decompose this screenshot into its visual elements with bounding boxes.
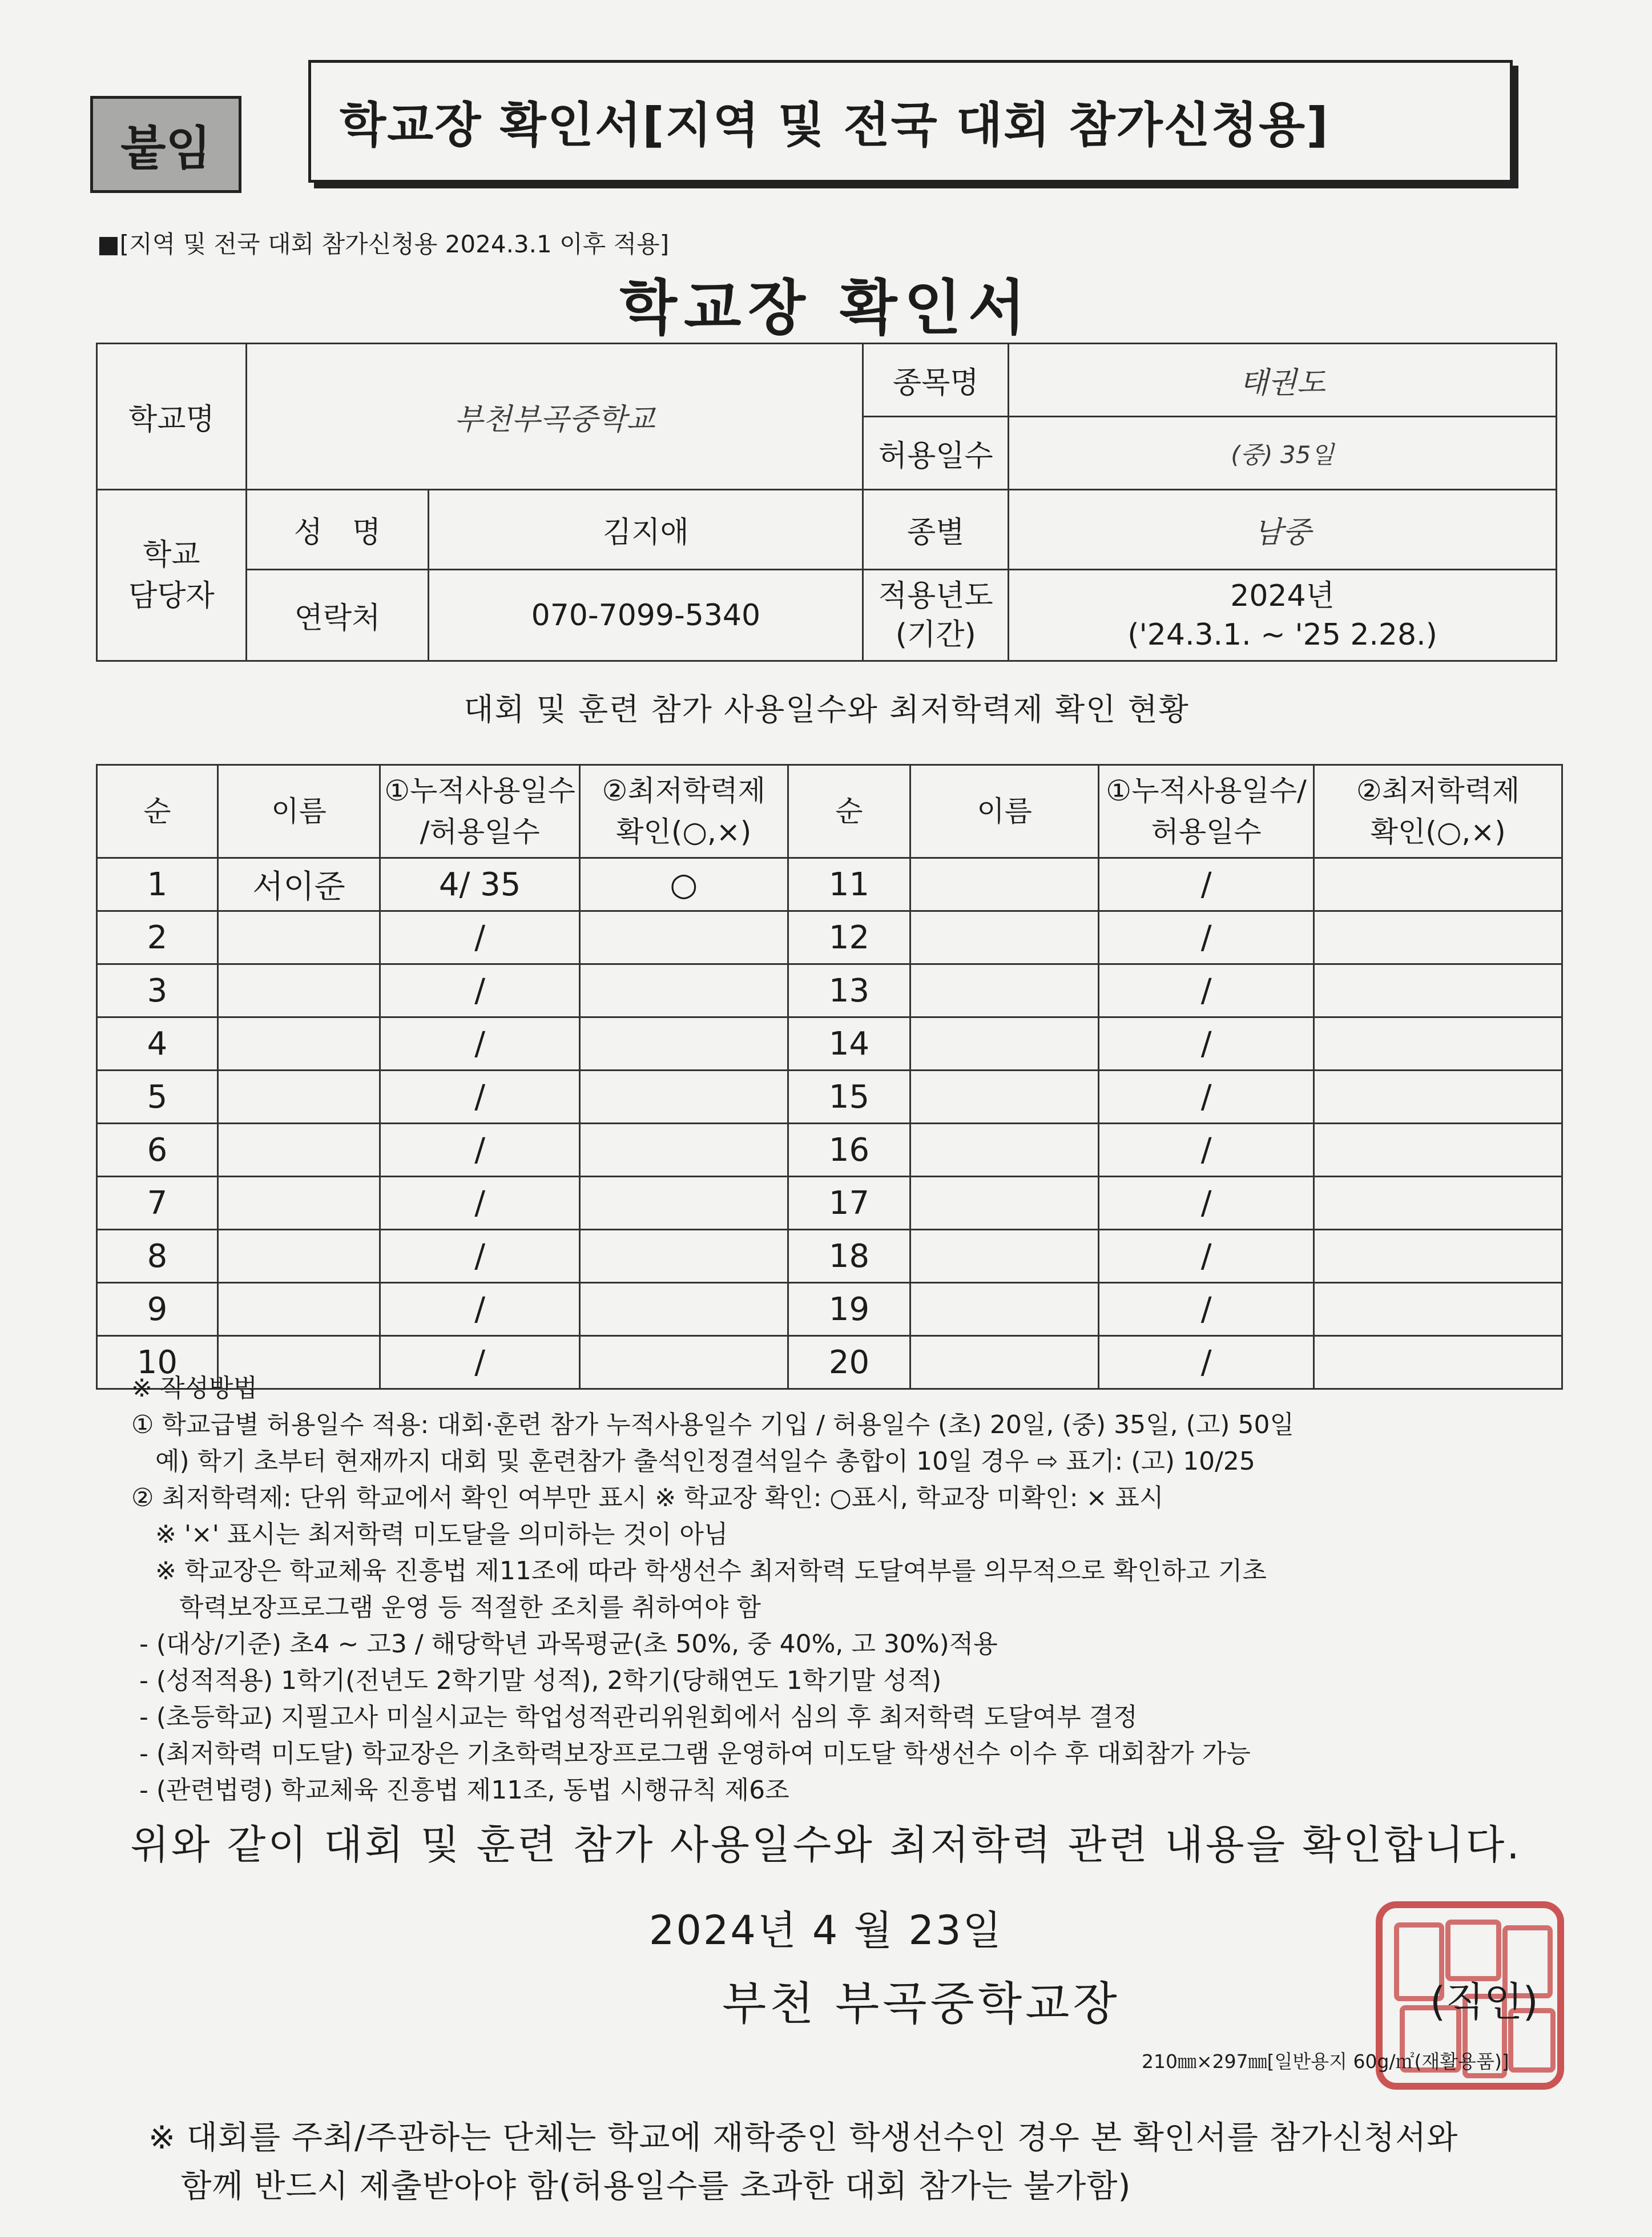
header-no-2: 순: [788, 765, 910, 858]
roster-cell-days2: /: [1098, 1336, 1314, 1389]
roster-cell-no: 5: [97, 1071, 218, 1124]
roster-cell-no2: 16: [788, 1124, 910, 1177]
roster-cell-check2: [1314, 1124, 1562, 1177]
roster-cell-check: [579, 1230, 788, 1283]
note-line: - (관련법령) 학교체육 진흥법 제11조, 동법 시행규칙 제6조: [131, 1776, 789, 1805]
header-name: 이름: [217, 765, 380, 858]
roster-cell-check: [579, 1124, 788, 1177]
table-row: [97, 1124, 1562, 1177]
roster-header-row: [97, 765, 1562, 858]
note-line: - (대상/기준) 초4 ~ 고3 / 해당학년 과목평균(초 50%, 중 40%, 고 30%)적용: [131, 1630, 998, 1659]
roster-cell-no2: 13: [788, 964, 910, 1017]
roster-cell-name: [217, 1124, 380, 1177]
roster-cell-name2: [910, 1017, 1099, 1071]
allowed-days-label: 허용일수: [863, 417, 1009, 490]
roster-cell-no: 3: [97, 964, 218, 1017]
roster-cell-check: [579, 1283, 788, 1336]
roster-cell-check: [579, 1336, 788, 1389]
roster-cell-name: [217, 1071, 380, 1124]
roster-cell-check: [579, 911, 788, 964]
roster-cell-days: /: [380, 1124, 580, 1177]
attachment-label: 붙임: [90, 96, 241, 193]
table-row: [97, 1177, 1562, 1230]
roster-cell-name2: [910, 964, 1099, 1017]
roster-cell-days: /: [380, 1230, 580, 1283]
roster-cell-check: [579, 1177, 788, 1230]
allowed-days-value: (중) 35일: [1009, 417, 1557, 490]
roster-cell-days: /: [380, 964, 580, 1017]
roster-cell-no: 4: [97, 1017, 218, 1071]
roster-cell-check2: [1314, 1230, 1562, 1283]
confirm-text: 위와 같이 대회 및 훈련 참가 사용일수와 최저학력 관련 내용을 확인합니다.: [130, 1821, 1522, 1868]
roster-cell-no2: 20: [788, 1336, 910, 1389]
roster-cell-no2: 18: [788, 1230, 910, 1283]
phone-value: 070-7099-5340: [429, 570, 863, 661]
school-name-label: 학교명: [97, 344, 247, 490]
roster-cell-name: [217, 1017, 380, 1071]
roster-cell-no2: 15: [788, 1071, 910, 1124]
roster-cell-check2: [1314, 911, 1562, 964]
roster-cell-name2: [910, 1124, 1099, 1177]
phone-label: 연락처: [246, 570, 429, 661]
note-line: ※ 작성방법: [131, 1374, 257, 1403]
table-row: [97, 911, 1562, 964]
table-row: [97, 1017, 1562, 1071]
roster-cell-name: [217, 911, 380, 964]
roster-cell-check2: [1314, 1017, 1562, 1071]
bottom-note-line: ※ 대회를 주최/주관하는 단체는 학교에 재학중인 학생선수인 경우 본 확인서를 참가신청서와: [148, 2119, 1458, 2156]
contact-person-label: 학교 담당자: [97, 490, 247, 661]
table-row: [97, 858, 1562, 911]
roster-cell-no: 10: [97, 1336, 218, 1389]
roster-cell-name: [217, 1283, 380, 1336]
year-label: 적용년도 (기간): [863, 570, 1009, 661]
roster-cell-name: [217, 1177, 380, 1230]
roster-cell-name2: [910, 1177, 1099, 1230]
note-line: ※ '×' 표시는 최저학력 미도달을 의미하는 것이 아님: [131, 1520, 728, 1549]
roster-cell-days: /: [380, 1283, 580, 1336]
issue-date: 2024년 4 월 23일: [648, 1907, 1004, 1954]
note-line: 학력보장프로그램 운영 등 적절한 조치를 취하여야 함: [131, 1593, 761, 1622]
roster-cell-no: 2: [97, 911, 218, 964]
roster-cell-check: [579, 964, 788, 1017]
year-value: 2024년 ('24.3.1. ~ '25 2.28.): [1009, 570, 1557, 661]
roster-cell-name2: [910, 1071, 1099, 1124]
category-label: 종별: [863, 490, 1009, 570]
roster-cell-name2: [910, 858, 1099, 911]
note-line: ② 최저학력제: 단위 학교에서 확인 여부만 표시 ※ 학교장 확인: ○표시, 학교장 미확인: × 표시: [131, 1483, 1164, 1512]
roster-cell-no2: 19: [788, 1283, 910, 1336]
roster-cell-name: [217, 1230, 380, 1283]
roster-cell-name2: [910, 1230, 1099, 1283]
roster-cell-days2: /: [1098, 1124, 1314, 1177]
bottom-note-line: 함께 반드시 제출받아야 함(허용일수를 초과한 대회 참가는 불가함): [148, 2168, 1131, 2205]
roster-cell-check2: [1314, 964, 1562, 1017]
roster-cell-days: 4/ 35: [380, 858, 580, 911]
roster-cell-no2: 14: [788, 1017, 910, 1071]
roster-table: [96, 764, 1563, 1390]
roster-cell-days: /: [380, 1177, 580, 1230]
roster-cell-name2: [910, 1283, 1099, 1336]
sub-note: ■[지역 및 전국 대회 참가신청용 2024.3.1 이후 적용]: [97, 230, 670, 258]
roster-cell-days2: /: [1098, 1230, 1314, 1283]
sport-label: 종목명: [863, 344, 1009, 417]
note-line: ① 학교급별 허용일수 적용: 대회·훈련 참가 누적사용일수 기입 / 허용일수 (초) 20일, (중) 35일, (고) 50일: [131, 1410, 1294, 1439]
roster-cell-no: 9: [97, 1283, 218, 1336]
roster-cell-name: [217, 964, 380, 1017]
category-value: 남중: [1009, 490, 1557, 570]
principal-name: 부천 부곡중학교장: [722, 1977, 1121, 2030]
roster-cell-check: [579, 1071, 788, 1124]
note-line: 예) 학기 초부터 현재까지 대회 및 훈련참가 출석인정결석일수 총합이 10일 경우 ⇨ 표기: (고) 10/25: [131, 1447, 1255, 1476]
roster-cell-check2: [1314, 1177, 1562, 1230]
header-days: ①누적사용일수 /허용일수: [380, 765, 580, 858]
roster-cell-days: /: [380, 911, 580, 964]
roster-cell-check2: [1314, 1283, 1562, 1336]
table-row: [97, 1283, 1562, 1336]
roster-cell-days: /: [380, 1071, 580, 1124]
sport-value: 태권도: [1009, 344, 1557, 417]
roster-cell-no: 7: [97, 1177, 218, 1230]
header-check-2: ②최저학력제 확인(○,×): [1314, 765, 1562, 858]
header-name-2: 이름: [910, 765, 1099, 858]
status-title: 대회 및 훈련 참가 사용일수와 최저학력제 확인 현황: [464, 691, 1190, 727]
roster-cell-name2: [910, 1336, 1099, 1389]
roster-cell-check: [579, 1017, 788, 1071]
roster-cell-no2: 11: [788, 858, 910, 911]
header-check: ②최저학력제 확인(○,×): [579, 765, 788, 858]
table-row: [97, 1230, 1562, 1283]
roster-cell-name: 서이준: [217, 858, 380, 911]
main-title: 학교장 확인서: [619, 273, 1033, 343]
table-row: [97, 1071, 1562, 1124]
roster-cell-check2: [1314, 1336, 1562, 1389]
roster-cell-days: /: [380, 1017, 580, 1071]
roster-cell-no: 8: [97, 1230, 218, 1283]
school-name-value: 부천부곡중학교: [246, 344, 863, 490]
note-line: ※ 학교장은 학교체육 진흥법 제11조에 따라 학생선수 최저학력 도달여부를 의무적으로 확인하고 기초: [131, 1556, 1267, 1586]
name-value: 김지애: [429, 490, 863, 570]
roster-cell-no: 6: [97, 1124, 218, 1177]
roster-cell-no2: 12: [788, 911, 910, 964]
paper-spec: 210㎜×297㎜[일반용지 60g/㎡(재활용품)]: [1142, 2050, 1509, 2073]
seal-label: (직인): [1430, 1978, 1538, 2025]
name-label: 성 명: [246, 490, 429, 570]
info-table: [96, 343, 1557, 662]
header-days-2: ①누적사용일수/ 허용일수: [1098, 765, 1314, 858]
table-row: [97, 1336, 1562, 1389]
roster-cell-check: ○: [579, 858, 788, 911]
header-no: 순: [97, 765, 218, 858]
roster-cell-no: 1: [97, 858, 218, 911]
roster-cell-days2: /: [1098, 1177, 1314, 1230]
roster-cell-days2: /: [1098, 911, 1314, 964]
roster-cell-days: /: [380, 1336, 580, 1389]
table-row: [97, 964, 1562, 1017]
roster-cell-days2: /: [1098, 1071, 1314, 1124]
roster-cell-days2: /: [1098, 964, 1314, 1017]
note-line: - (최저학력 미도달) 학교장은 기초학력보장프로그램 운영하여 미도달 학생선수 이수 후 대회참가 가능: [131, 1739, 1251, 1768]
roster-cell-days2: /: [1098, 1017, 1314, 1071]
roster-cell-days2: /: [1098, 1283, 1314, 1336]
roster-cell-name2: [910, 911, 1099, 964]
document-title: 학교장 확인서[지역 및 전국 대회 참가신청용]: [308, 60, 1513, 183]
roster-cell-check2: [1314, 858, 1562, 911]
note-line: - (성적적용) 1학기(전년도 2학기말 성적), 2학기(당해연도 1학기말 성적): [131, 1666, 942, 1695]
roster-cell-check2: [1314, 1071, 1562, 1124]
note-line: - (초등학교) 지필고사 미실시교는 학업성적관리위원회에서 심의 후 최저학력 도달여부 결정: [131, 1703, 1138, 1732]
roster-cell-days2: /: [1098, 858, 1314, 911]
roster-cell-no2: 17: [788, 1177, 910, 1230]
